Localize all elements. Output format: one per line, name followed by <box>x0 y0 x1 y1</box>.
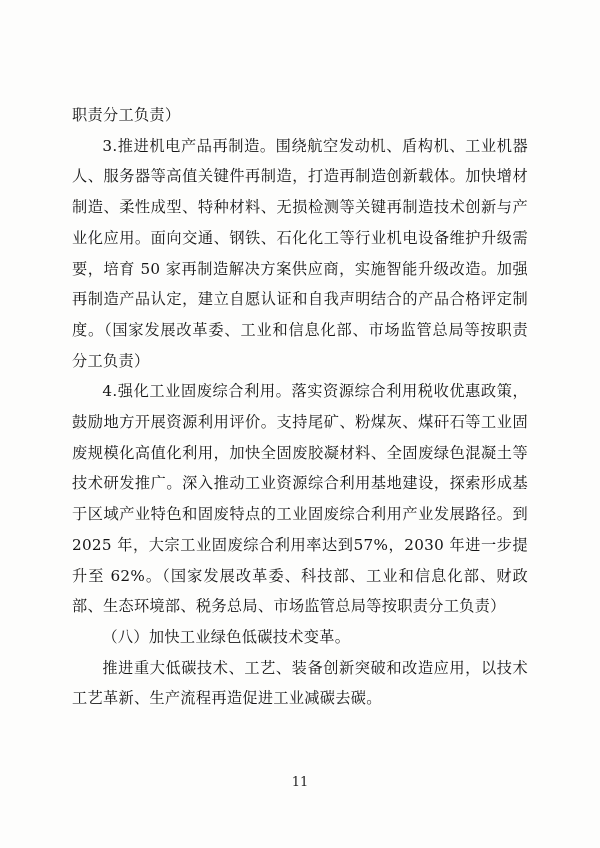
document-body <box>72 100 528 714</box>
paragraph-continuation: 职责分工负责） <box>72 106 181 124</box>
paragraph-item-4: 4.强化工业固废综合利用。落实资源综合利用税收优惠政策，鼓励地方开展资源利用评价。支持尾矿、粉煤灰、煤矸石等工业固废规模化高值化利用，加快全固废胶凝材料、全固废绿色混凝土等技术研发推广。深入推动工业资源综合利用基地建设，探索形成基于区域产业特色和固废特点的工业固废综合利用产业发展路径。到 2025 年，大宗工业固废综合利用率达到57%，2030 年进一步提升至 62%。（国家发展改革委、科技部、工业和信息化部、财政部、生态环境部、税务总局、市场监管总局等按职责分工负责） <box>72 382 528 616</box>
paragraph-section-8-body: 推进重大低碳技术、工艺、装备创新突破和改造应用，以技术工艺革新、生产流程再造促进工业减碳去碳。 <box>72 658 528 708</box>
paragraph-item-3: 3.推进机电产品再制造。围绕航空发动机、盾构机、工业机器人、服务器等高值关键件再制造，打造再制造创新载体。加快增材制造、柔性成型、特种材料、无损检测等关键再制造技术创新与产业化应用。面向交通、钢铁、石化化工等行业机电设备维护升级需要，培育 50 家再制造解决方案供应商，实施智能升级改造。加强再制造产品认定，建立自愿认证和自我声明结合的产品合格评定制度。（国家发展改革委、工业和信息化部、市场监管总局等按职责分工负责） <box>72 136 528 370</box>
page-number: 11 <box>291 775 309 790</box>
paragraph-section-8-heading: （八）加快工业绿色低碳技术变革。 <box>102 627 351 646</box>
